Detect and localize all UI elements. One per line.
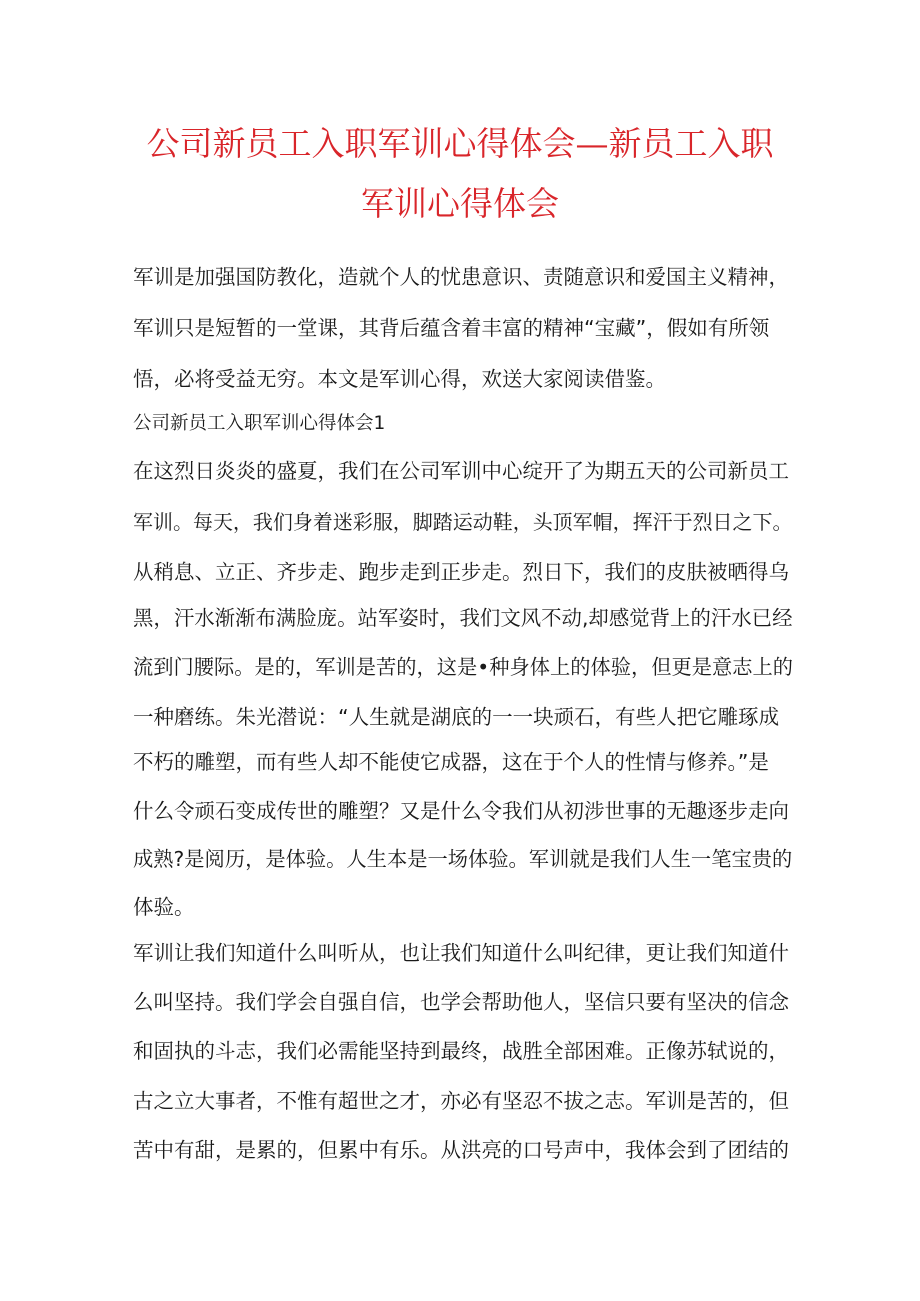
intro-line: 军训只是短暂的一堂课，其背后蕴含着丰富的精神“宝藏”，假如有所领: [133, 316, 770, 340]
paragraph-line: 不朽的雕塑，而有些人却不能使它成器，这在于个人的性情与修养。”是: [133, 750, 769, 774]
intro-line: 军训是加强国防教化，造就个人的忧患意识、责随意识和爱国主义精神，: [133, 265, 789, 289]
paragraph-line: 流到门腰际。是的，军训是苦的，这是•种身体上的体验，但更是意志上的: [133, 655, 793, 679]
paragraph-line: 军训让我们知道什么叫听从，也让我们知道什么叫纪律，更让我们知道什: [133, 941, 789, 965]
section-heading: 公司新员工入职军训心得体会1: [133, 413, 386, 434]
paragraph-line: 在这烈日炎炎的盛夏，我们在公司军训中心绽开了为期五天的公司新员工: [133, 459, 789, 483]
paragraph-line: 成熟?是阅历，是体验。人生本是一场体验。军训就是我们人生一笔宝贵的: [133, 847, 793, 871]
paragraph-line: 从稍息、立正、齐步走、跑步走到正步走。烈日下，我们的皮肤被晒得乌: [133, 560, 789, 584]
paragraph-line: 体验。: [133, 895, 195, 919]
paragraph-line: 苦中有甜，是累的，但累中有乐。从洪亮的口号声中，我体会到了团结的: [133, 1138, 789, 1162]
paragraph-line: 黑，汗水渐渐布满脸庞。站军姿时，我们文风不动,却感觉背上的汗水已经: [133, 606, 793, 630]
paragraph-line: 么叫坚持。我们学会自强自信，也学会帮助他人，坚信只要有坚决的信念: [133, 990, 789, 1014]
intro-line: 悟，必将受益无穷。本文是军训心得，欢送大家阅读借鉴。: [133, 367, 666, 391]
paragraph-line: 古之立大事者，不惟有超世之才，亦必有坚忍不拔之志。军训是苦的，但: [133, 1089, 789, 1113]
document-title-line-2: 军训心得体会: [361, 184, 559, 223]
paragraph-line: 和固执的斗志，我们必需能坚持到最终，战胜全部困难。正像苏轼说的，: [133, 1039, 789, 1063]
paragraph-line: 什么令顽石变成传世的雕塑？又是什么令我们从初涉世事的无趣逐步走向: [133, 799, 789, 823]
document-title-line-1: 公司新员工入职军训心得体会—新员工入职: [146, 124, 774, 163]
paragraph-line: 一种磨练。朱光潜说：“人生就是湖底的一一块顽石，有些人把它雕琢成: [133, 705, 780, 729]
paragraph-line: 军训。每天，我们身着迷彩服，脚踏运动鞋，头顶军帽，挥汗于烈日之下。: [133, 510, 793, 534]
